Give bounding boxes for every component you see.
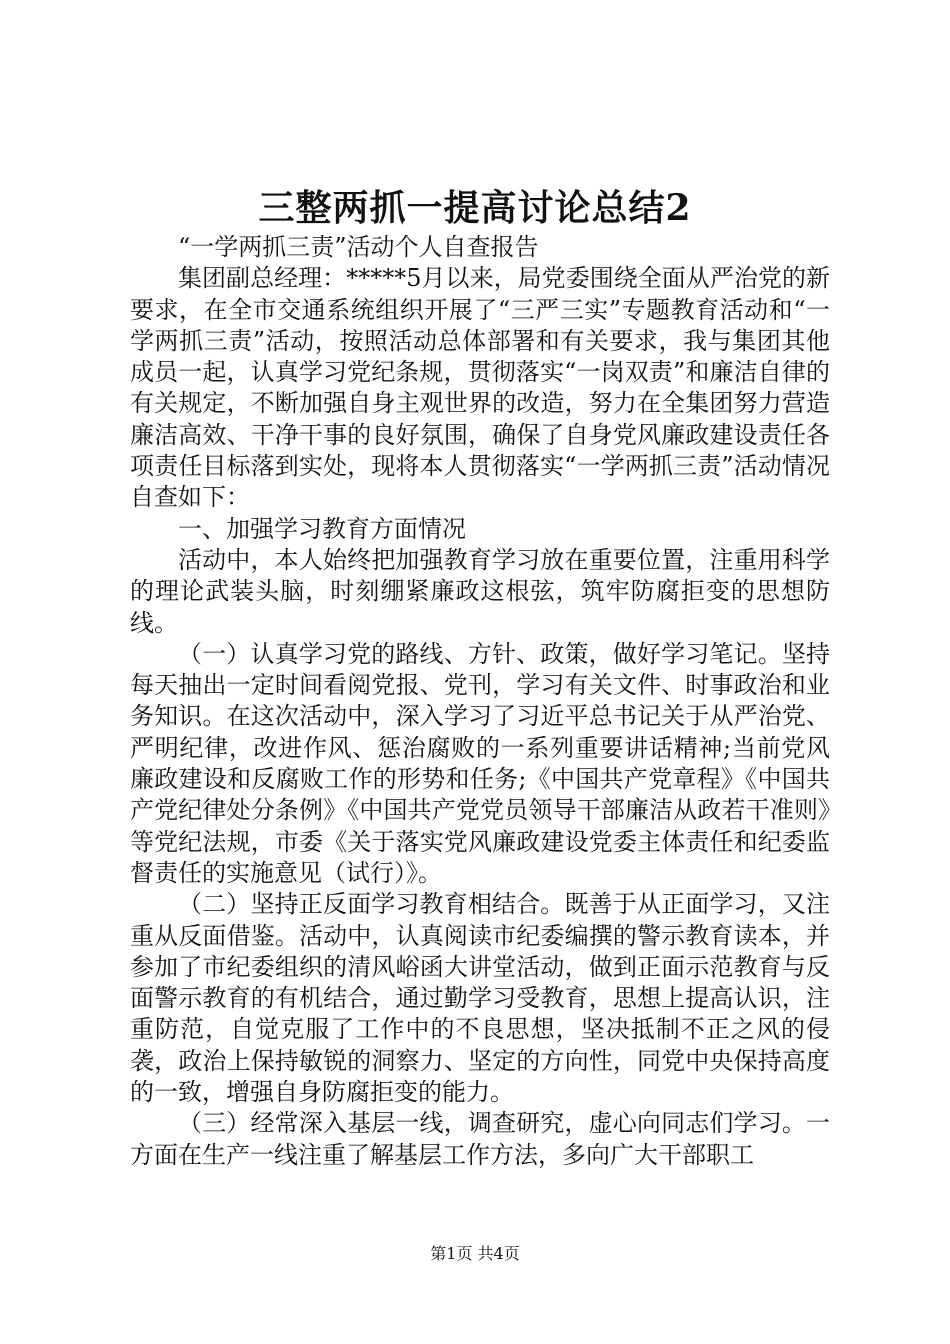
body-paragraph: （一）认真学习党的路线、方针、政策，做好学习笔记。坚持每天抽出一定时间看阅党报、党刊，学习有关文件、时事政治和业务知识。在这次活动中，深入学习了习近平总书记关于从严治党、严明纪律，改进作风、惩治腐败的一系列重要讲话精神;当前党风廉政建设和反腐败工作的形势和任务;《中国共产党章程》《中国共产党纪律处分条例》《中国共产党党员领导干部廉洁从政若干准则》等党纪法规，市委《关于落实党风廉政建设党委主体责任和纪委监督责任的实施意见（试行）》。 xyxy=(130,639,830,887)
body-paragraph: （三）经常深入基层一线，调查研究，虚心向同志们学习。一方面在生产一线注重了解基层工作方法，多向广大干部职工 xyxy=(130,1109,830,1169)
document-body xyxy=(130,232,830,1171)
page-number: 第1页 共4页 xyxy=(430,1244,520,1263)
document-title: 三整两抓一提高讨论总结2 xyxy=(258,187,692,229)
report-heading: “一学两抓三责”活动个人自查报告 xyxy=(178,233,539,261)
body-paragraph: 活动中，本人始终把加强教育学习放在重要位置，注重用科学的理论武装头脑，时刻绷紧廉政这根弦，筑牢防腐拒变的思想防线。 xyxy=(130,545,830,637)
body-paragraph: （二）坚持正反面学习教育相结合。既善于从正面学习，又注重从反面借鉴。活动中，认真阅读市纪委编撰的警示教育读本，并参加了市纪委组织的清风峪函大讲堂活动，做到正面示范教育与反面警示教育的有机结合，通过勤学习受教育，思想上提高认识，注重防范，自觉克服了工作中的不良思想，坚决抵制不正之风的侵袭，政治上保持敏锐的洞察力、坚定的方向性，同党中央保持高度的一致，增强自身防腐拒变的能力。 xyxy=(130,890,830,1107)
section-heading: 一、加强学习教育方面情况 xyxy=(178,514,466,543)
intro-paragraph: 集团副总经理：*****5月以来，局党委围绕全面从严治党的新要求，在全市交通系统组织开展了“三严三实”专题教育活动和“一学两抓三责”活动，按照活动总体部署和有关要求，我与集团其他成员一起，认真学习党纪条规，贯彻落实“一岗双责”和廉洁自律的有关规定，不断加强自身主观世界的改造，努力在全集团努力营造廉洁高效、干净干事的良好氛围，确保了自身党风廉政建设责任各项责任目标落到实处，现将本人贯彻落实“一学两抓三责”活动情况自查如下： xyxy=(130,264,830,512)
